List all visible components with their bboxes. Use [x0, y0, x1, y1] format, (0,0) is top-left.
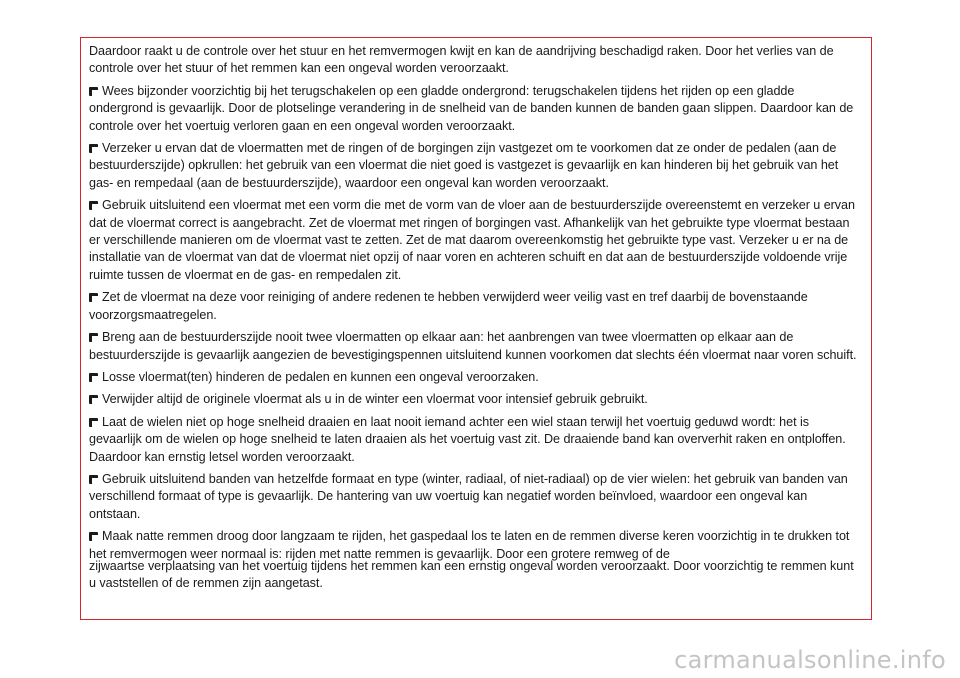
paragraph-text: Daardoor raakt u de controle over het stuur en het remvermogen kwijt en kan de aandrijving beschadigd raken. Door het verlies van de controle over het stuur of het remmen kan een ongeval worden veroorzaakt. [89, 44, 834, 76]
checkbox-square-icon [89, 532, 98, 541]
warning-text: Losse vloermat(ten) hinderen de pedalen en kunnen een ongeval veroorzaken. [102, 369, 539, 384]
warning-item [89, 289, 859, 324]
warning-text: Gebruik uitsluitend een vloermat met een vorm die met de vorm van de vloer aan de bestuurderszijde overeenstemt en verzeker u ervan dat de vloermat correct is aangebracht. Zet de vloermat met ringen of borgingen vast. Afhankelijk van het gebruikte type vloermat bestaan er verschillende manieren om de vloermat vast te zetten. Zet de mat daarom overeenkomstig het gebruikte type vast. Verzeker u er na de installatie van de vloermat van dat de vloermat niet opzij of naar voren en achteren schuift en dat aan de bestuurderszijde voldoende vrije ruimte tussen de vloermat en de gas- en rempedalen zit. [89, 198, 855, 282]
warning-item [89, 140, 859, 192]
checkbox-square-icon [89, 418, 98, 427]
page-frame [80, 37, 872, 620]
warning-text: Maak natte remmen droog door langzaam te rijden, het gaspedaal los te laten en de remmen diverse keren voorzichtig in te drukken tot het remvermogen weer normaal is: rijden met natte remmen is gevaarlijk. Door een grotere remweg of de [89, 529, 850, 561]
warning-item [89, 391, 859, 408]
checkbox-square-icon [89, 201, 98, 210]
warning-text: Laat de wielen niet op hoge snelheid draaien en laat nooit iemand achter een wiel staan terwijl het voertuig geduwd wordt: het is gevaarlijk om de wielen op hoge snelheid te laten draaien als het voertuig vast zit. De draaiende band kan oververhit raken en ontploffen. Daardoor kan ernstig letsel worden veroorzaakt. [89, 414, 846, 464]
warning-item-last [89, 528, 859, 593]
warning-text: Verwijder altijd de originele vloermat als u in de winter een vloermat voor intensief gebruik gebruikt. [102, 392, 648, 407]
warning-text: Wees bijzonder voorzichtig bij het terugschakelen op een gladde ondergrond: terugschakelen tijdens het rijden op een gladde ondergrond is gevaarlijk. Door de plotselinge verandering in de snelheid van de banden kunnen de banden gaan slippen. Daardoor kan de controle over het voertuig verloren gaan en een ongeval worden veroorzaakt. [89, 83, 854, 133]
warning-text: Breng aan de bestuurderszijde nooit twee vloermatten op elkaar aan: het aanbrengen van twee vloermatten op elkaar aan de bestuurderszijde is gevaarlijk aangezien de bevestigingspennen uitsluitend kunnen voorkomen dat slechts één vloermat naar voren schuift. [89, 330, 857, 362]
checkbox-square-icon [89, 293, 98, 302]
warning-item [89, 197, 859, 284]
checkbox-square-icon [89, 87, 98, 96]
warning-item [89, 471, 859, 523]
warning-item [89, 414, 859, 466]
checkbox-square-icon [89, 144, 98, 153]
warning-item [89, 329, 859, 364]
warning-item [89, 369, 859, 386]
checkbox-square-icon [89, 395, 98, 404]
watermark: carmanualsonline.info [674, 646, 946, 674]
warning-text-continuation: zijwaartse verplaatsing van het voertuig tijdens het remmen kan een ernstig ongeval worden veroorzaakt. Door voorzichtig te remmen kunt u vaststellen of de remmen zijn aangetast. [89, 558, 854, 591]
warning-text: Gebruik uitsluitend banden van hetzelfde formaat en type (winter, radiaal, of niet-radiaal) op de vier wielen: het gebruik van banden van verschillend formaat of type is gevaarlijk. De hantering van uw voertuig kan negatief worden beïnvloed, waardoor een ongeval kan ontstaan. [89, 471, 848, 521]
checkbox-square-icon [89, 333, 98, 342]
paragraph-intro [89, 43, 859, 78]
warning-text: Zet de vloermat na deze voor reiniging of andere redenen te hebben verwijderd weer veilig vast en tref daarbij de bovenstaande voorzorgsmaatregelen. [89, 290, 808, 322]
checkbox-square-icon [89, 373, 98, 382]
warning-item [89, 83, 859, 135]
warning-text: Verzeker u ervan dat de vloermatten met de ringen of de borgingen zijn vastgezet om te voorkomen dat ze onder de pedalen (aan de bestuurderszijde) opkrullen: het gebruik van een vloermat die niet goed is vastgezet is gevaarlijk en kan hinderen bij het gebruik van het gas- en rempedaal (aan de bestuurderszijde), waardoor een ongeval kan worden veroorzaakt. [89, 141, 839, 190]
checkbox-square-icon [89, 475, 98, 484]
